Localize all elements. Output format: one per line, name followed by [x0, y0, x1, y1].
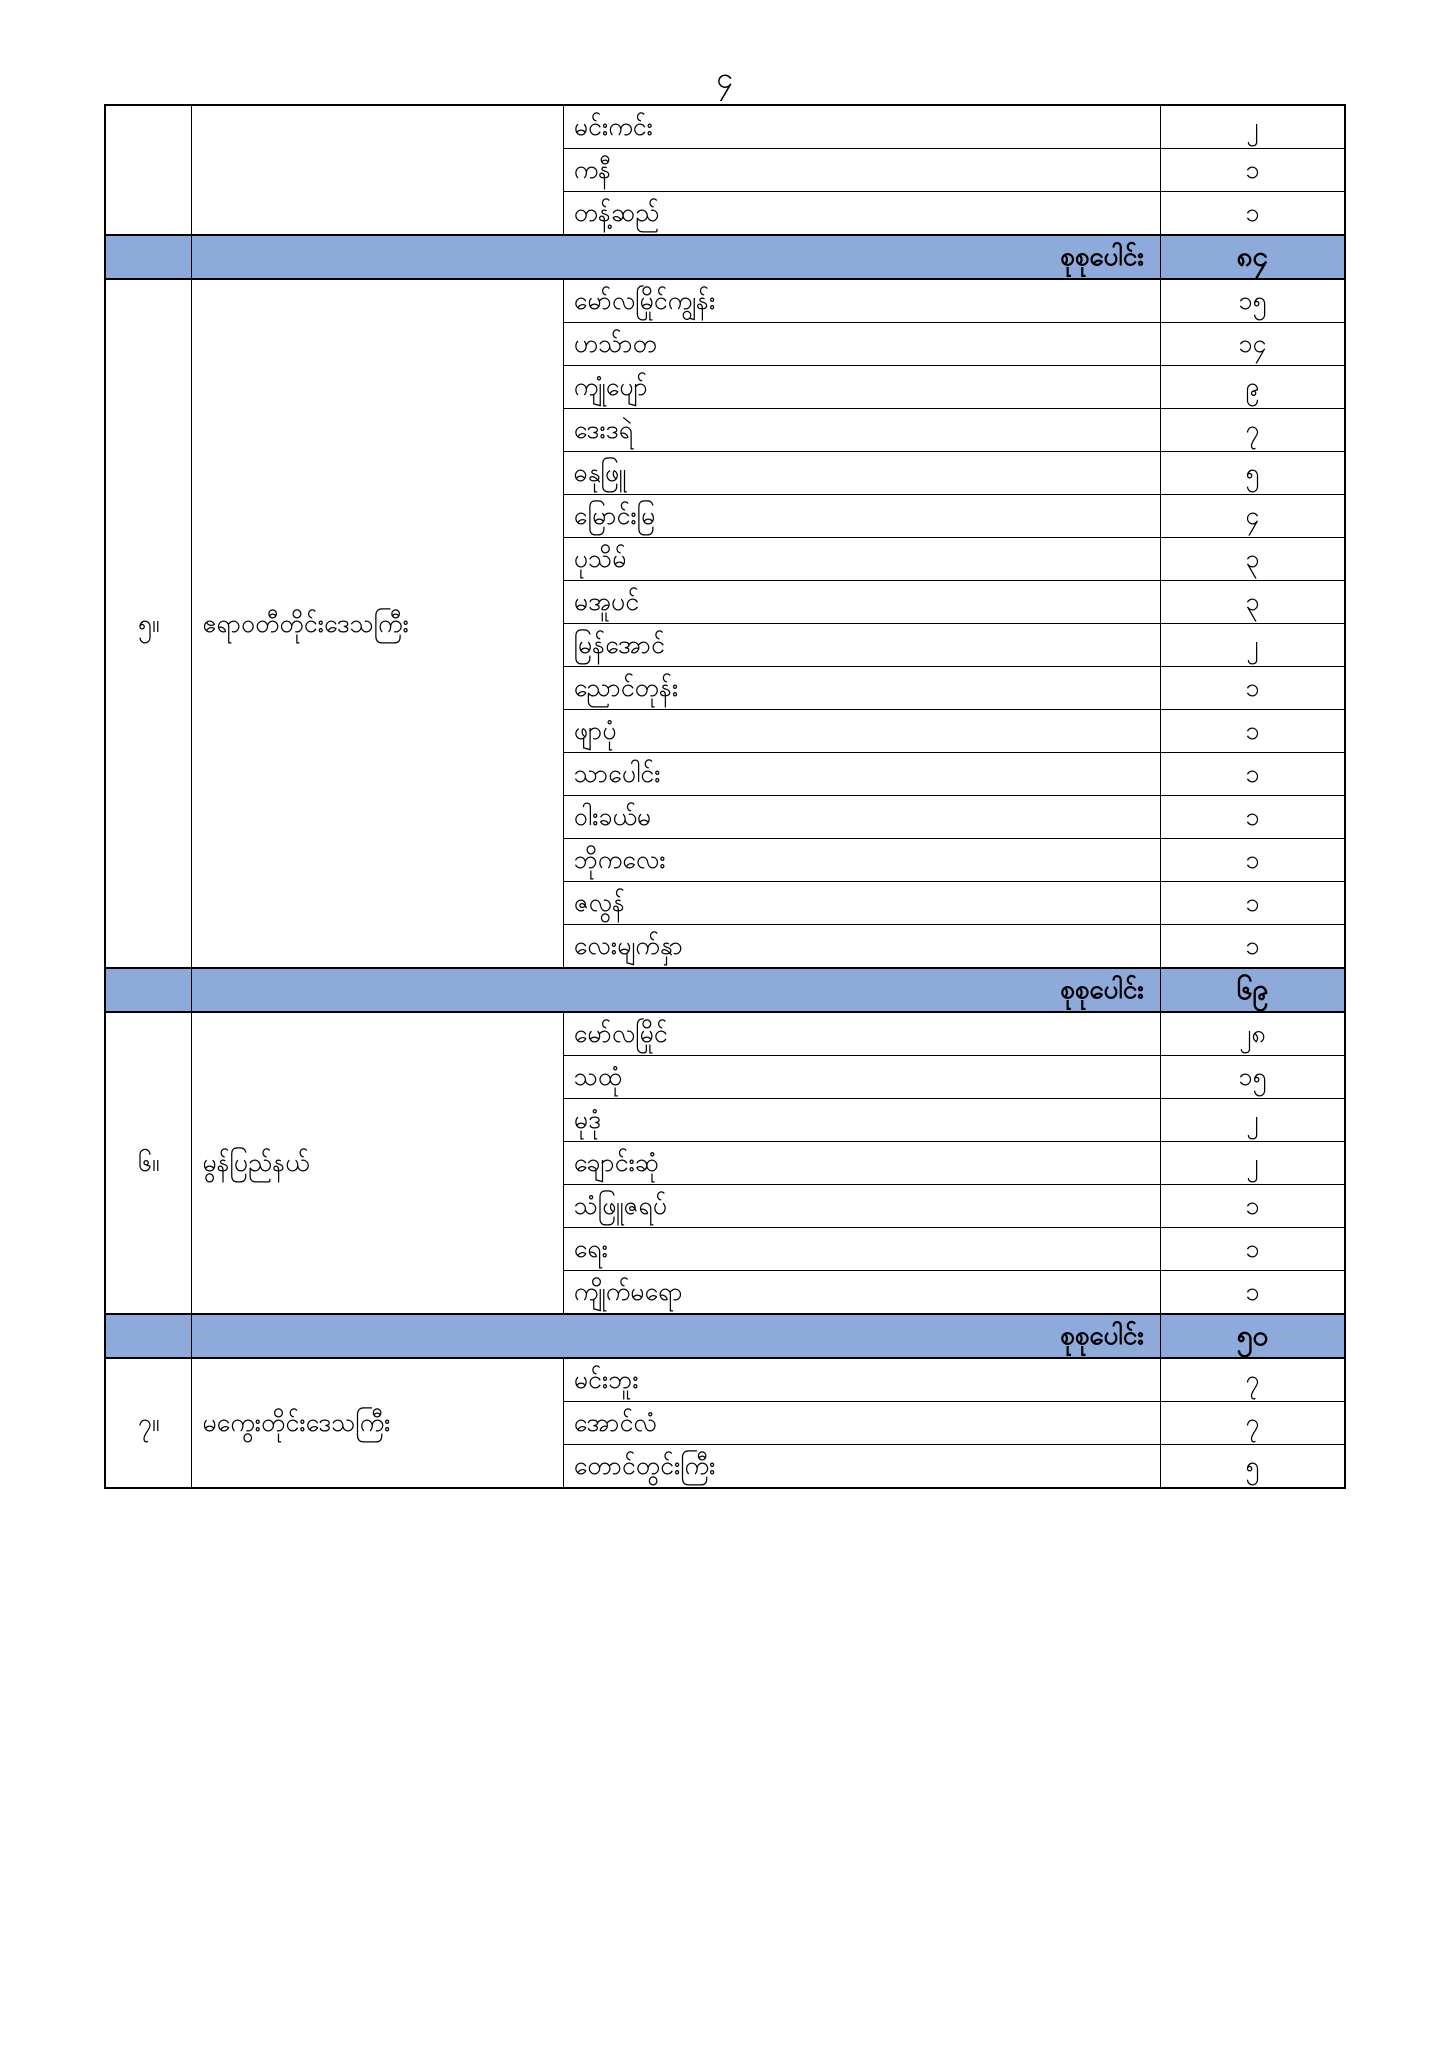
- township-name-cell: မင်းကင်း: [563, 105, 1160, 149]
- township-count-cell: ၄: [1160, 495, 1345, 538]
- township-name-cell: မော်လမြိုင်ကျွန်း: [563, 279, 1160, 323]
- region-name-cell: မကွေးတိုင်းဒေသကြီး: [192, 1358, 563, 1488]
- total-count-cell: ၈၄: [1160, 235, 1345, 279]
- township-name-cell: ဇလွန်: [563, 882, 1160, 925]
- total-row-spacer: [105, 1314, 192, 1358]
- township-count-cell: ၁: [1160, 839, 1345, 882]
- region-name-cell: ဧရာဝတီတိုင်းဒေသကြီး: [192, 279, 563, 968]
- township-name-cell: ဖျာပုံ: [563, 710, 1160, 753]
- township-count-cell: ၁၅: [1160, 1056, 1345, 1099]
- township-name-cell: ကျုံပျော်: [563, 366, 1160, 409]
- township-name-cell: သထုံ: [563, 1056, 1160, 1099]
- township-count-cell: ၁: [1160, 1228, 1345, 1271]
- township-name-cell: မအူပင်: [563, 581, 1160, 624]
- total-row-spacer: [105, 235, 192, 279]
- section-number-cell: ၇။: [105, 1358, 192, 1488]
- township-count-cell: ၁: [1160, 667, 1345, 710]
- township-name-cell: သံဖြူဇရပ်: [563, 1185, 1160, 1228]
- township-name-cell: ဓနုဖြူ: [563, 452, 1160, 495]
- total-row: [105, 968, 1345, 1012]
- table-row: [105, 105, 1345, 149]
- section-number-cell: ၅။: [105, 279, 192, 968]
- township-count-cell: ၅: [1160, 452, 1345, 495]
- township-name-cell: ဘိုကလေး: [563, 839, 1160, 882]
- township-name-cell: ပုသိမ်: [563, 538, 1160, 581]
- total-label: စုစုပေါင်း: [192, 1314, 1161, 1358]
- table-container: [104, 104, 1346, 1489]
- township-name-cell: ဟသ်ာတ: [563, 323, 1160, 366]
- section-number-cell: [105, 105, 192, 235]
- township-count-cell: ၁: [1160, 1185, 1345, 1228]
- section-number-cell: ၆။: [105, 1012, 192, 1314]
- township-name-cell: ညောင်တုန်း: [563, 667, 1160, 710]
- township-count-cell: ၁၄: [1160, 323, 1345, 366]
- total-row: [105, 1314, 1345, 1358]
- township-count-cell: ၉: [1160, 366, 1345, 409]
- total-count-cell: ၆၉: [1160, 968, 1345, 1012]
- township-count-cell: ၁: [1160, 149, 1345, 192]
- township-name-cell: ချောင်းဆုံ: [563, 1142, 1160, 1185]
- township-name-cell: တန့်ဆည်: [563, 192, 1160, 236]
- township-count-cell: ၁၅: [1160, 279, 1345, 323]
- township-name-cell: မြောင်းမြ: [563, 495, 1160, 538]
- township-name-cell: ဝါးခယ်မ: [563, 796, 1160, 839]
- township-count-cell: ၂: [1160, 1142, 1345, 1185]
- total-label: စုစုပေါင်း: [192, 235, 1161, 279]
- township-count-cell: ၂: [1160, 1099, 1345, 1142]
- region-name-cell: မွန်ပြည်နယ်: [192, 1012, 563, 1314]
- township-name-cell: အောင်လံ: [563, 1402, 1160, 1445]
- township-count-cell: ၁: [1160, 796, 1345, 839]
- page-number: ၄: [716, 61, 733, 96]
- township-name-cell: ဒေးဒရဲ: [563, 409, 1160, 452]
- township-count-cell: ၁: [1160, 753, 1345, 796]
- township-count-cell: ၂: [1160, 624, 1345, 667]
- township-count-cell: ၁: [1160, 1271, 1345, 1315]
- township-count-table: [104, 104, 1346, 1489]
- township-name-cell: မော်လမြိုင်: [563, 1012, 1160, 1056]
- township-name-cell: ကျိုက်မရော: [563, 1271, 1160, 1315]
- township-count-cell: ၇: [1160, 1402, 1345, 1445]
- table-row: [105, 1358, 1345, 1402]
- township-count-cell: ၃: [1160, 538, 1345, 581]
- township-count-cell: ၃: [1160, 581, 1345, 624]
- township-name-cell: လေးမျက်နှာ: [563, 925, 1160, 969]
- township-name-cell: ကနီ: [563, 149, 1160, 192]
- township-count-cell: ၅: [1160, 1445, 1345, 1489]
- township-count-cell: ၁: [1160, 882, 1345, 925]
- township-count-cell: ၂: [1160, 105, 1345, 149]
- total-row-spacer: [105, 968, 192, 1012]
- table-row: [105, 1012, 1345, 1056]
- total-label: စုစုပေါင်း: [192, 968, 1161, 1012]
- total-count-cell: ၅၀: [1160, 1314, 1345, 1358]
- township-name-cell: ရေး: [563, 1228, 1160, 1271]
- township-name-cell: မင်းဘူး: [563, 1358, 1160, 1402]
- total-row: [105, 235, 1345, 279]
- table-row: [105, 279, 1345, 323]
- township-name-cell: မြန်အောင်: [563, 624, 1160, 667]
- region-name-cell: [192, 105, 563, 235]
- township-count-cell: ၁: [1160, 925, 1345, 969]
- township-count-cell: ၇: [1160, 1358, 1345, 1402]
- township-name-cell: မုဒုံ: [563, 1099, 1160, 1142]
- township-count-cell: ၇: [1160, 409, 1345, 452]
- township-name-cell: တောင်တွင်းကြီး: [563, 1445, 1160, 1489]
- township-name-cell: သာပေါင်း: [563, 753, 1160, 796]
- township-count-cell: ၂၈: [1160, 1012, 1345, 1056]
- township-count-cell: ၁: [1160, 710, 1345, 753]
- township-count-cell: ၁: [1160, 192, 1345, 236]
